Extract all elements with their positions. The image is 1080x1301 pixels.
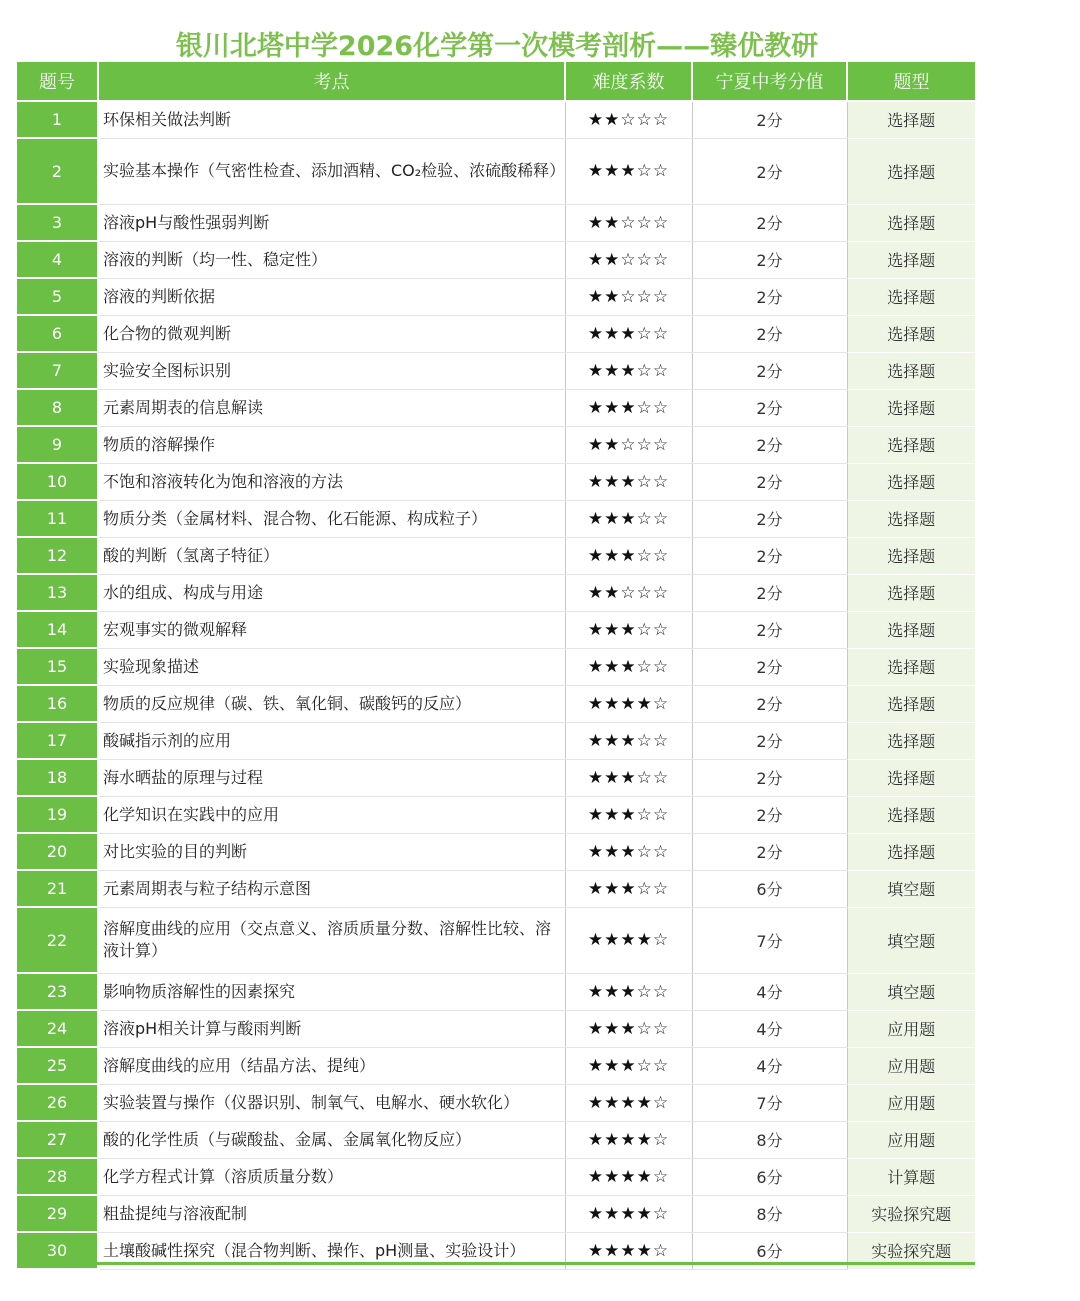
table-row	[17, 833, 975, 870]
question-score: 2分	[692, 574, 847, 611]
question-type: 选择题	[847, 204, 975, 241]
question-score: 4分	[692, 1047, 847, 1084]
table-row	[17, 648, 975, 685]
question-topic: 土壤酸碱性探究（混合物判断、操作、pH测量、实验设计）	[98, 1232, 565, 1269]
question-type: 选择题	[847, 389, 975, 426]
question-number: 28	[17, 1158, 98, 1195]
table-row	[17, 426, 975, 463]
question-number: 8	[17, 389, 98, 426]
question-score: 2分	[692, 278, 847, 315]
page-title: 银川北塔中学2026化学第一次模考剖析——臻优教研	[175, 31, 819, 62]
question-topic: 溶解度曲线的应用（交点意义、溶质质量分数、溶解性比较、溶液计算）	[98, 907, 565, 973]
question-type: 选择题	[847, 500, 975, 537]
table-row	[17, 1084, 975, 1121]
question-topic: 溶液的判断（均一性、稳定性）	[98, 241, 565, 278]
question-score: 7分	[692, 1084, 847, 1121]
question-number: 4	[17, 241, 98, 278]
difficulty-stars: ★★★☆☆	[565, 611, 692, 648]
question-topic: 实验现象描述	[98, 648, 565, 685]
table-bottom-bar	[17, 1262, 975, 1265]
question-score: 8分	[692, 1195, 847, 1232]
difficulty-stars: ★★★☆☆	[565, 648, 692, 685]
question-topic: 元素周期表的信息解读	[98, 389, 565, 426]
question-topic: 实验装置与操作（仪器识别、制氧气、电解水、硬水软化）	[98, 1084, 565, 1121]
question-type: 应用题	[847, 1084, 975, 1121]
question-score: 2分	[692, 463, 847, 500]
difficulty-stars: ★★★☆☆	[565, 759, 692, 796]
question-score: 2分	[692, 138, 847, 204]
question-number: 30	[17, 1232, 98, 1269]
table-row	[17, 907, 975, 973]
question-type: 选择题	[847, 463, 975, 500]
question-type: 选择题	[847, 796, 975, 833]
difficulty-stars: ★★☆☆☆	[565, 278, 692, 315]
question-score: 7分	[692, 907, 847, 973]
question-score: 2分	[692, 389, 847, 426]
question-topic: 化学知识在实践中的应用	[98, 796, 565, 833]
difficulty-stars: ★★★☆☆	[565, 138, 692, 204]
question-score: 6分	[692, 870, 847, 907]
difficulty-stars: ★★☆☆☆	[565, 241, 692, 278]
question-number: 22	[17, 907, 98, 973]
question-type: 选择题	[847, 278, 975, 315]
question-number: 20	[17, 833, 98, 870]
question-type: 应用题	[847, 1010, 975, 1047]
question-topic: 元素周期表与粒子结构示意图	[98, 870, 565, 907]
question-score: 2分	[692, 500, 847, 537]
question-topic: 海水晒盐的原理与过程	[98, 759, 565, 796]
table-row	[17, 500, 975, 537]
question-topic: 粗盐提纯与溶液配制	[98, 1195, 565, 1232]
table-row	[17, 1195, 975, 1232]
question-score: 8分	[692, 1121, 847, 1158]
question-number: 10	[17, 463, 98, 500]
question-type: 选择题	[847, 101, 975, 138]
question-topic: 酸的化学性质（与碳酸盐、金属、金属氧化物反应）	[98, 1121, 565, 1158]
question-topic: 溶液pH与酸性强弱判断	[98, 204, 565, 241]
question-type: 选择题	[847, 426, 975, 463]
table-row	[17, 315, 975, 352]
question-type: 应用题	[847, 1121, 975, 1158]
question-number: 17	[17, 722, 98, 759]
difficulty-stars: ★★★☆☆	[565, 463, 692, 500]
header-score: 宁夏中考分值	[692, 62, 847, 101]
table-row	[17, 870, 975, 907]
difficulty-stars: ★★★☆☆	[565, 389, 692, 426]
question-number: 9	[17, 426, 98, 463]
question-type: 填空题	[847, 870, 975, 907]
question-score: 2分	[692, 101, 847, 138]
difficulty-stars: ★★★☆☆	[565, 315, 692, 352]
question-type: 选择题	[847, 574, 975, 611]
question-score: 2分	[692, 796, 847, 833]
question-number: 18	[17, 759, 98, 796]
question-topic: 物质的反应规律（碳、铁、氧化铜、碳酸钙的反应）	[98, 685, 565, 722]
question-topic: 酸碱指示剂的应用	[98, 722, 565, 759]
difficulty-stars: ★★★☆☆	[565, 973, 692, 1010]
question-topic: 溶液pH相关计算与酸雨判断	[98, 1010, 565, 1047]
question-type: 选择题	[847, 759, 975, 796]
question-topic: 溶解度曲线的应用（结晶方法、提纯）	[98, 1047, 565, 1084]
header-topic: 考点	[98, 62, 565, 101]
difficulty-stars: ★★☆☆☆	[565, 204, 692, 241]
question-score: 2分	[692, 685, 847, 722]
table-row	[17, 138, 975, 204]
question-topic: 溶液的判断依据	[98, 278, 565, 315]
question-type: 实验探究题	[847, 1232, 975, 1269]
table-row	[17, 1158, 975, 1195]
question-score: 2分	[692, 315, 847, 352]
table-row	[17, 352, 975, 389]
table-row	[17, 574, 975, 611]
question-score: 2分	[692, 204, 847, 241]
difficulty-stars: ★★★☆☆	[565, 833, 692, 870]
table-row	[17, 241, 975, 278]
question-type: 选择题	[847, 685, 975, 722]
header-difficulty: 难度系数	[565, 62, 692, 101]
difficulty-stars: ★★★★☆	[565, 1158, 692, 1195]
question-type: 选择题	[847, 611, 975, 648]
question-topic: 环保相关做法判断	[98, 101, 565, 138]
question-number: 3	[17, 204, 98, 241]
question-score: 2分	[692, 759, 847, 796]
question-number: 23	[17, 973, 98, 1010]
header-num: 题号	[17, 62, 98, 101]
table-row	[17, 611, 975, 648]
difficulty-stars: ★★☆☆☆	[565, 101, 692, 138]
question-topic: 实验基本操作（气密性检查、添加酒精、CO₂检验、浓硫酸稀释）	[98, 138, 565, 204]
question-score: 2分	[692, 426, 847, 463]
exam-analysis-table	[17, 62, 975, 1270]
table-row	[17, 537, 975, 574]
difficulty-stars: ★★★★☆	[565, 1084, 692, 1121]
question-type: 选择题	[847, 241, 975, 278]
question-number: 1	[17, 101, 98, 138]
question-topic: 物质的溶解操作	[98, 426, 565, 463]
table-row	[17, 722, 975, 759]
question-topic: 对比实验的目的判断	[98, 833, 565, 870]
question-topic: 化合物的微观判断	[98, 315, 565, 352]
difficulty-stars: ★★★☆☆	[565, 796, 692, 833]
question-score: 2分	[692, 611, 847, 648]
question-number: 7	[17, 352, 98, 389]
question-number: 27	[17, 1121, 98, 1158]
question-topic: 水的组成、构成与用途	[98, 574, 565, 611]
table-header-row	[17, 62, 975, 101]
question-number: 6	[17, 315, 98, 352]
question-number: 26	[17, 1084, 98, 1121]
question-score: 2分	[692, 722, 847, 759]
question-topic: 宏观事实的微观解释	[98, 611, 565, 648]
question-number: 12	[17, 537, 98, 574]
difficulty-stars: ★★★☆☆	[565, 722, 692, 759]
header-type: 题型	[847, 62, 975, 101]
question-topic: 实验安全图标识别	[98, 352, 565, 389]
difficulty-stars: ★★★★☆	[565, 907, 692, 973]
question-score: 2分	[692, 648, 847, 685]
question-topic: 物质分类（金属材料、混合物、化石能源、构成粒子）	[98, 500, 565, 537]
table-row	[17, 101, 975, 138]
difficulty-stars: ★★☆☆☆	[565, 426, 692, 463]
table-row	[17, 389, 975, 426]
difficulty-stars: ★★★★☆	[565, 685, 692, 722]
question-number: 11	[17, 500, 98, 537]
difficulty-stars: ★★★★☆	[565, 1232, 692, 1269]
question-score: 2分	[692, 241, 847, 278]
question-type: 填空题	[847, 973, 975, 1010]
table-row	[17, 463, 975, 500]
question-type: 选择题	[847, 537, 975, 574]
question-score: 4分	[692, 1010, 847, 1047]
question-score: 2分	[692, 833, 847, 870]
question-type: 选择题	[847, 315, 975, 352]
table-row	[17, 1121, 975, 1158]
question-score: 4分	[692, 973, 847, 1010]
difficulty-stars: ★★★☆☆	[565, 870, 692, 907]
difficulty-stars: ★★★☆☆	[565, 1047, 692, 1084]
question-type: 选择题	[847, 352, 975, 389]
question-type: 选择题	[847, 722, 975, 759]
question-number: 29	[17, 1195, 98, 1232]
question-topic: 化学方程式计算（溶质质量分数）	[98, 1158, 565, 1195]
difficulty-stars: ★★☆☆☆	[565, 574, 692, 611]
question-type: 选择题	[847, 138, 975, 204]
question-number: 19	[17, 796, 98, 833]
table-body	[17, 101, 975, 1269]
question-type: 选择题	[847, 648, 975, 685]
question-score: 2分	[692, 352, 847, 389]
table-row	[17, 796, 975, 833]
difficulty-stars: ★★★★☆	[565, 1121, 692, 1158]
table-row	[17, 1047, 975, 1084]
question-type: 填空题	[847, 907, 975, 973]
question-score: 2分	[692, 537, 847, 574]
difficulty-stars: ★★★☆☆	[565, 500, 692, 537]
question-number: 15	[17, 648, 98, 685]
question-number: 5	[17, 278, 98, 315]
difficulty-stars: ★★★☆☆	[565, 352, 692, 389]
question-topic: 影响物质溶解性的因素探究	[98, 973, 565, 1010]
table-row	[17, 759, 975, 796]
difficulty-stars: ★★★★☆	[565, 1195, 692, 1232]
question-number: 21	[17, 870, 98, 907]
exam-analysis-table-wrap	[17, 62, 975, 1262]
question-topic: 酸的判断（氢离子特征）	[98, 537, 565, 574]
question-number: 13	[17, 574, 98, 611]
question-number: 25	[17, 1047, 98, 1084]
question-number: 2	[17, 138, 98, 204]
table-row	[17, 1010, 975, 1047]
table-row	[17, 278, 975, 315]
question-type: 计算题	[847, 1158, 975, 1195]
question-score: 6分	[692, 1232, 847, 1269]
question-score: 6分	[692, 1158, 847, 1195]
question-type: 实验探究题	[847, 1195, 975, 1232]
question-number: 16	[17, 685, 98, 722]
difficulty-stars: ★★★☆☆	[565, 1010, 692, 1047]
difficulty-stars: ★★★☆☆	[565, 537, 692, 574]
question-number: 14	[17, 611, 98, 648]
question-type: 应用题	[847, 1047, 975, 1084]
table-row	[17, 204, 975, 241]
table-row	[17, 685, 975, 722]
table-row	[17, 973, 975, 1010]
question-topic: 不饱和溶液转化为饱和溶液的方法	[98, 463, 565, 500]
question-number: 24	[17, 1010, 98, 1047]
question-type: 选择题	[847, 833, 975, 870]
